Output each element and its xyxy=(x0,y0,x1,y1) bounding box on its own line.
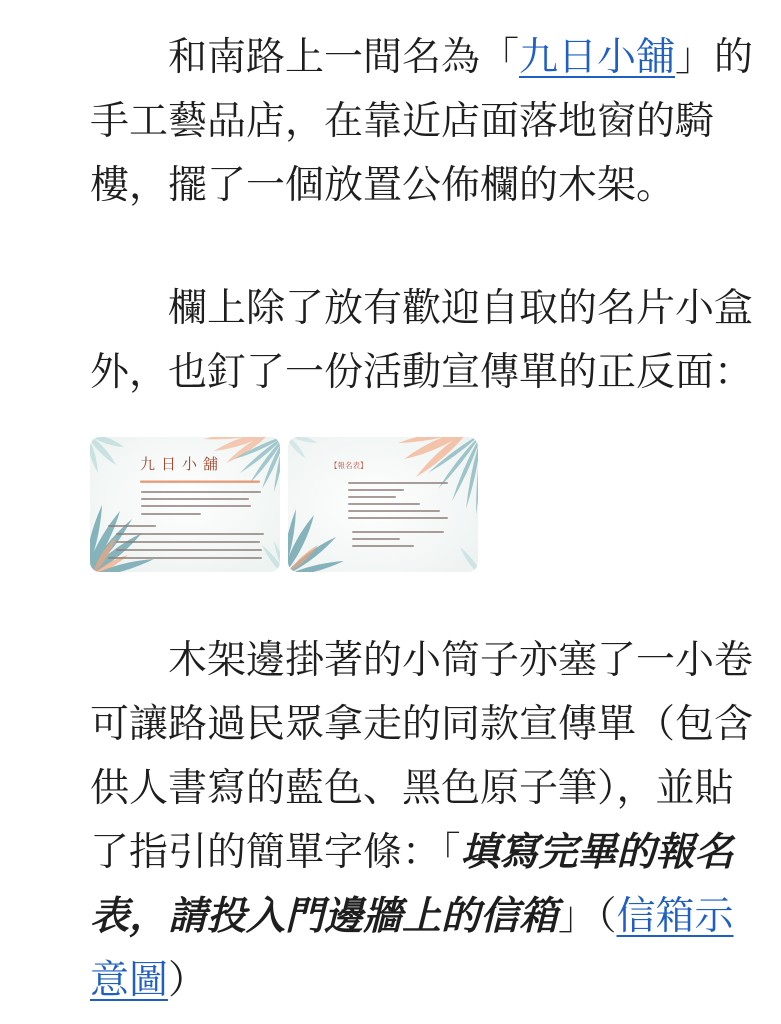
fine-print-line xyxy=(141,491,261,493)
flyer-back-artwork xyxy=(288,437,478,572)
fine-print-line xyxy=(140,481,260,483)
fine-print-line xyxy=(108,525,156,527)
registration-form-title: 【報名表】 xyxy=(330,461,368,470)
text-line: 手工藝品店，在靠近店面落地窗的騎 xyxy=(90,99,715,144)
text-segment: ） xyxy=(168,958,208,1003)
text-line: 外，也釘了一份活動宣傳單的正反面： xyxy=(90,350,754,395)
flyer-shop-title: 九日小舖 xyxy=(140,455,225,473)
text-segment: 和南路上一間名為「 xyxy=(168,35,520,80)
fine-print-line xyxy=(348,489,404,491)
text-line: 供人書寫的藍色、黑色原子筆），並貼 xyxy=(90,766,734,811)
text-line: 可讓路過民眾拿走的同款宣傳單（包含 xyxy=(90,702,754,747)
paragraph-flyer-roll-instructions xyxy=(90,629,770,1013)
flyer-back-thumbnail[interactable] xyxy=(288,437,478,572)
paragraph-shop-intro xyxy=(90,26,770,218)
fine-print-line xyxy=(352,538,400,540)
link-segment[interactable]: 信箱示 xyxy=(616,894,734,939)
fine-print-line xyxy=(352,531,444,533)
fine-print-line xyxy=(348,517,448,519)
shop-name-link[interactable]: 九日小舖 xyxy=(519,35,676,80)
fine-print-line xyxy=(348,496,396,498)
fine-print-line xyxy=(348,482,448,484)
text-segment: 」（ xyxy=(558,894,617,939)
flyer-image-gallery xyxy=(90,437,478,572)
fine-print-line xyxy=(141,505,251,507)
flyer-front-artwork xyxy=(90,437,280,572)
fine-print-line xyxy=(141,513,201,515)
link-segment[interactable]: 意圖 xyxy=(90,958,169,1003)
fine-print-line xyxy=(141,498,249,500)
text-segment: 」的 xyxy=(675,35,754,80)
text-line: 樓，擺了一個放置公佈欄的木架。 xyxy=(90,163,676,208)
text-line: 木架邊掛著的小筒子亦塞了一小卷 xyxy=(168,638,754,683)
fine-print-line xyxy=(348,510,440,512)
emphasis-segment: 表，請投入門邊牆上的信箱 xyxy=(90,894,559,939)
fine-print-line xyxy=(116,549,262,551)
text-segment: 了指引的簡單字條：「 xyxy=(90,830,461,875)
fine-print-line xyxy=(116,541,260,543)
fine-print-line xyxy=(348,503,420,505)
emphasis-segment: 填寫完畢的報名 xyxy=(460,830,734,875)
flyer-front-thumbnail[interactable] xyxy=(90,437,280,572)
fine-print-line xyxy=(352,545,414,547)
text-line: 欄上除了放有歡迎自取的名片小盒 xyxy=(168,286,754,331)
fine-print-line xyxy=(116,533,264,535)
fine-print-line xyxy=(108,557,262,559)
paragraph-bulletin-board xyxy=(90,277,770,405)
